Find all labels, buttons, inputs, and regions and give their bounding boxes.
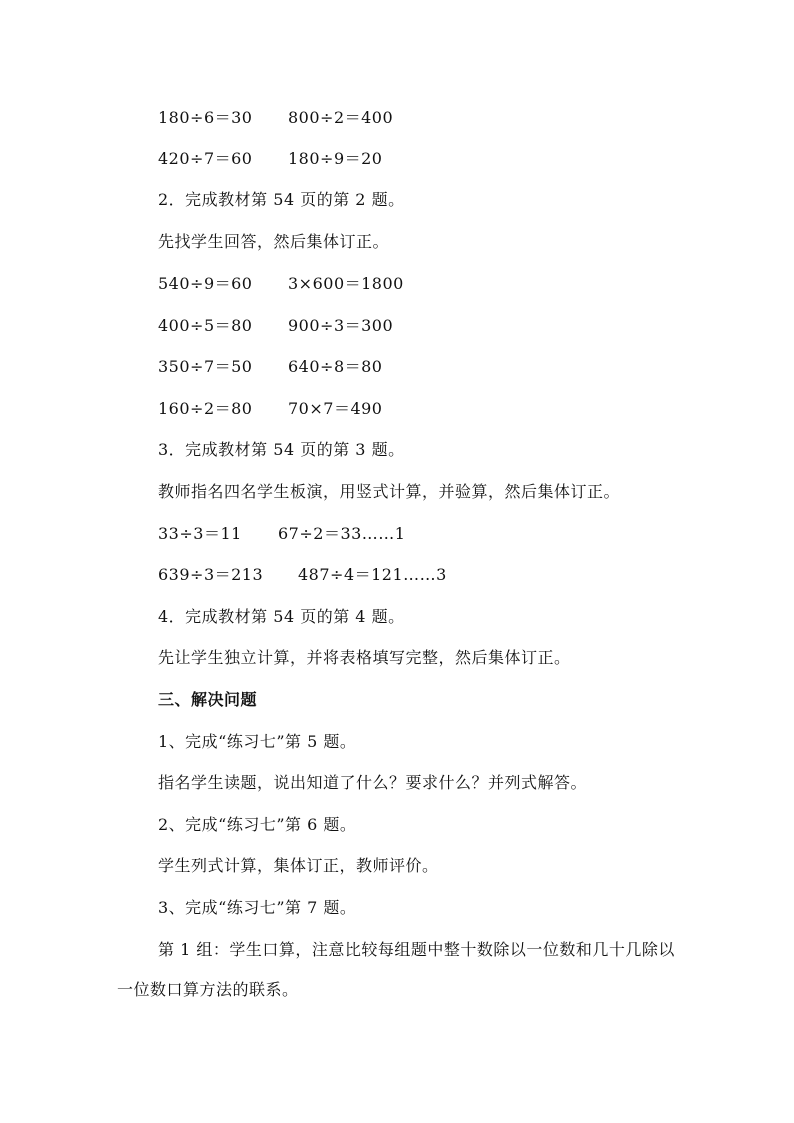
problem-2-title: 2、完成“练习七”第 6 题。	[158, 815, 357, 834]
equation-row-6	[158, 399, 383, 419]
problem-1-title: 1、完成“练习七”第 5 题。	[158, 732, 357, 751]
equation-row-1	[158, 108, 394, 128]
equation: 800÷2＝400	[288, 108, 394, 127]
equation: 420÷7＝60	[158, 149, 253, 168]
section-3-heading: 三、解决问题	[158, 690, 258, 709]
item-2-note: 先找学生回答，然后集体订正。	[158, 232, 390, 251]
equation: 640÷8＝80	[288, 357, 383, 376]
equation-row-4	[158, 316, 394, 336]
equation: 900÷3＝300	[288, 316, 394, 335]
equation: 487÷4＝121……3	[298, 565, 447, 584]
item-2-title: 2．完成教材第 54 页的第 2 题。	[158, 190, 405, 209]
equation-row-2	[158, 149, 383, 169]
equation: 180÷9＝20	[288, 149, 383, 168]
equation: 70×7＝490	[288, 399, 383, 418]
item-3-note: 教师指名四名学生板演，用竖式计算，并验算，然后集体订正。	[158, 482, 621, 501]
equation: 3×600＝1800	[288, 274, 404, 293]
equation: 67÷2＝33……1	[278, 524, 406, 543]
equation: 540÷9＝60	[158, 274, 253, 293]
equation-row-5	[158, 357, 383, 377]
equation-row-3	[158, 274, 404, 294]
equation: 350÷7＝50	[158, 357, 253, 376]
equation: 180÷6＝30	[158, 108, 253, 127]
problem-2-note: 学生列式计算，集体订正，教师评价。	[158, 856, 439, 875]
equation: 639÷3＝213	[158, 565, 264, 584]
problem-3-title: 3、完成“练习七”第 7 题。	[158, 898, 357, 917]
item-4-title: 4．完成教材第 54 页的第 4 题。	[158, 607, 405, 626]
problem-1-note: 指名学生读题，说出知道了什么？要求什么？并列式解答。	[158, 773, 588, 792]
item-4-note: 先让学生独立计算，并将表格填写完整，然后集体订正。	[158, 648, 571, 667]
item-3-title: 3．完成教材第 54 页的第 3 题。	[158, 440, 405, 459]
equation-row-7	[158, 524, 406, 544]
equation-row-8	[158, 565, 447, 585]
equation: 160÷2＝80	[158, 399, 253, 418]
equation: 33÷3＝11	[158, 524, 242, 543]
problem-3-paragraph: 第 1 组：学生口算，注意比较每组题中整十数除以一位数和几十几除以一位数口算方法的联系。	[117, 940, 675, 999]
equation: 400÷5＝80	[158, 316, 253, 335]
